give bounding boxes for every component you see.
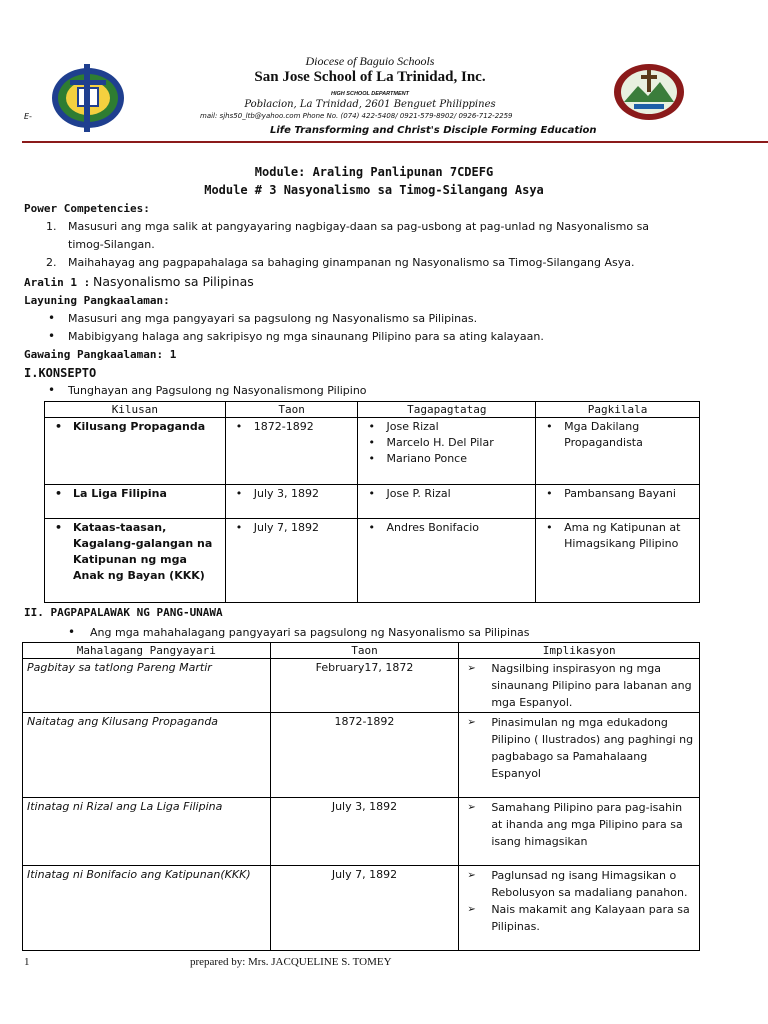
pagkilala-value: • Ama ng Katipunan at Himagsikang Pilipino [540, 520, 695, 552]
email-prefix: E- [24, 112, 32, 121]
module-title: Module: Araling Panlipunan 7CDEFG [254, 165, 494, 179]
school-address: Poblacion, La Trinidad, 2601 Benguet Philippines [244, 99, 496, 110]
competency-number: 1. [46, 220, 57, 233]
implikasyon-item: ➢ Paglunsad ng isang Himagsikan o Rebolusyon sa madaliang panahon. [463, 867, 695, 901]
taon-cell [225, 485, 358, 519]
bullet-icon: • [48, 383, 56, 397]
column-header: Taon [225, 402, 358, 418]
taon-value: • July 7, 1892 [230, 520, 354, 536]
aralin-label: Aralin 1 : [24, 276, 91, 289]
table-row [45, 519, 700, 603]
table-row [23, 713, 700, 798]
column-header: Taon [270, 643, 459, 659]
competency-text: Masusuri ang mga salik at pangyayaring nagbigay-daan sa pag-usbong at pag-unlad ng Nasyonalismo sa [68, 220, 650, 233]
pagpapalawak-intro: Ang mga mahahalagang pangyayari sa pagsulong ng Nasyonalismo sa Pilipinas [90, 626, 530, 639]
pagpapalawak-heading: II. PAGPAPALAWAK NG PANG-UNAWA [24, 606, 223, 619]
layunin-item: Masusuri ang mga pangyayari sa pagsulong ng Nasyonalismo sa Pilipinas. [68, 312, 478, 325]
kilusan-name: • Kataas-taasan, Kagalang-galangan na Katipunan ng mga Anak ng Bayan (KKK) [49, 520, 221, 584]
column-header: Kilusan [45, 402, 226, 418]
table-row [23, 798, 700, 866]
kilusan-cell [45, 485, 226, 519]
taon-cell: February17, 1872 [270, 659, 459, 713]
bullet-icon: • [68, 625, 76, 639]
konsepto-heading: I.KONSEPTO [24, 366, 97, 380]
pagkilala-cell [536, 519, 700, 603]
founder-name: • Mariano Ponce [362, 451, 531, 467]
table-header-row [45, 402, 700, 418]
implikasyon-cell [459, 866, 700, 951]
taon-cell: 1872-1892 [270, 713, 459, 798]
implikasyon-item: ➢ Nagsilbing inspirasyon ng mga sinaunang Pilipino para labanan ang mga Espanyol. [463, 660, 695, 711]
pagkilala-cell [536, 418, 700, 485]
taon-value: • 1872-1892 [230, 419, 354, 435]
pangyayari-cell: Pagbitay sa tatlong Pareng Martir [23, 659, 271, 713]
bullet-icon: • [48, 329, 56, 343]
konsepto-intro: Tunghayan ang Pagsulong ng Nasyonalismong Pilipino [68, 384, 367, 397]
table-header-row [23, 643, 700, 659]
implikasyon-item: ➢ Samahang Pilipino para pag-isahin at ihanda ang mga Pilipino para sa isang himagsikan [463, 799, 695, 850]
implikasyon-cell [459, 659, 700, 713]
kilusan-table [44, 401, 700, 603]
tagapagtatag-cell [358, 519, 536, 603]
school-name: San Jose School of La Trinidad, Inc. [254, 69, 486, 85]
table-row [45, 418, 700, 485]
header-divider [22, 141, 768, 143]
table-row [23, 866, 700, 951]
taon-cell [225, 519, 358, 603]
pagkilala-value: • Pambansang Bayani [540, 486, 695, 502]
taon-cell: July 3, 1892 [270, 798, 459, 866]
column-header: Pagkilala [536, 402, 700, 418]
competency-text-cont: timog-Silangan. [68, 238, 155, 251]
page-number: 1 [24, 956, 30, 968]
tagapagtatag-cell [358, 418, 536, 485]
kilusan-name: • La Liga Filipina [49, 486, 221, 502]
competency-text: Maihahayag ang pagpapahalaga sa bahaging ginampanan ng Nasyonalismo sa Timog-Silangang Asya. [68, 256, 635, 269]
gawain-heading: Gawaing Pangkaalaman: 1 [24, 348, 177, 361]
taon-value: • July 3, 1892 [230, 486, 354, 502]
column-header: Tagapagtatag [358, 402, 536, 418]
taon-cell [225, 418, 358, 485]
founder-name: • Andres Bonifacio [362, 520, 531, 536]
table-row [23, 659, 700, 713]
founder-name: • Jose Rizal [362, 419, 531, 435]
pagkilala-value: • Mga Dakilang Propagandista [540, 419, 695, 451]
pangyayari-cell: Itinatag ni Bonifacio ang Katipunan(KKK) [23, 866, 271, 951]
contact-info: mail: sjhs50_ltb@yahoo.com Phone No. (074) 422-5408/ 0921-579-8902/ 0926-712-2259 [200, 112, 513, 120]
table-row [45, 485, 700, 519]
column-header: Implikasyon [459, 643, 700, 659]
founder-name: • Jose P. Rizal [362, 486, 531, 502]
bullet-icon: • [48, 311, 56, 325]
implikasyon-item: ➢ Pinasimulan ng mga edukadong Pilipino ( Ilustrados) ang paghingi ng pagbabago sa Pamahalaang Espanyol [463, 714, 695, 782]
school-motto: Life Transforming and Christ's Disciple Forming Education [270, 125, 597, 136]
layunin-item: Mabibigyang halaga ang sakripisyo ng mga sinaunang Pilipino para sa ating kalayaan. [68, 330, 544, 343]
competency-number: 2. [46, 256, 57, 269]
kilusan-name: • Kilusang Propaganda [49, 419, 221, 435]
taon-cell: July 7, 1892 [270, 866, 459, 951]
prepared-by: prepared by: Mrs. JACQUELINE S. TOMEY [190, 956, 392, 968]
pangyayari-cell: Naitatag ang Kilusang Propaganda [23, 713, 271, 798]
implikasyon-item: ➢ Nais makamit ang Kalayaan para sa Pilipinas. [463, 901, 695, 935]
pangyayari-cell: Itinatag ni Rizal ang La Liga Filipina [23, 798, 271, 866]
tagapagtatag-cell [358, 485, 536, 519]
pangyayari-table [22, 642, 700, 951]
department-name: HIGH SCHOOL DEPARTMENT [331, 91, 409, 97]
module-subtitle: Module # 3 Nasyonalismo sa Timog-Silangang Asya [204, 183, 544, 197]
founder-name: • Marcelo H. Del Pilar [362, 435, 531, 451]
competencies-heading: Power Competencies: [24, 202, 150, 215]
kilusan-cell [45, 418, 226, 485]
layunin-heading: Layuning Pangkaalaman: [24, 294, 170, 307]
diocese-name: Diocese of Baguio Schools [305, 54, 435, 68]
aralin-title: Nasyonalismo sa Pilipinas [93, 274, 254, 289]
column-header: Mahalagang Pangyayari [23, 643, 271, 659]
pagkilala-cell [536, 485, 700, 519]
implikasyon-cell [459, 713, 700, 798]
kilusan-cell [45, 519, 226, 603]
implikasyon-cell [459, 798, 700, 866]
